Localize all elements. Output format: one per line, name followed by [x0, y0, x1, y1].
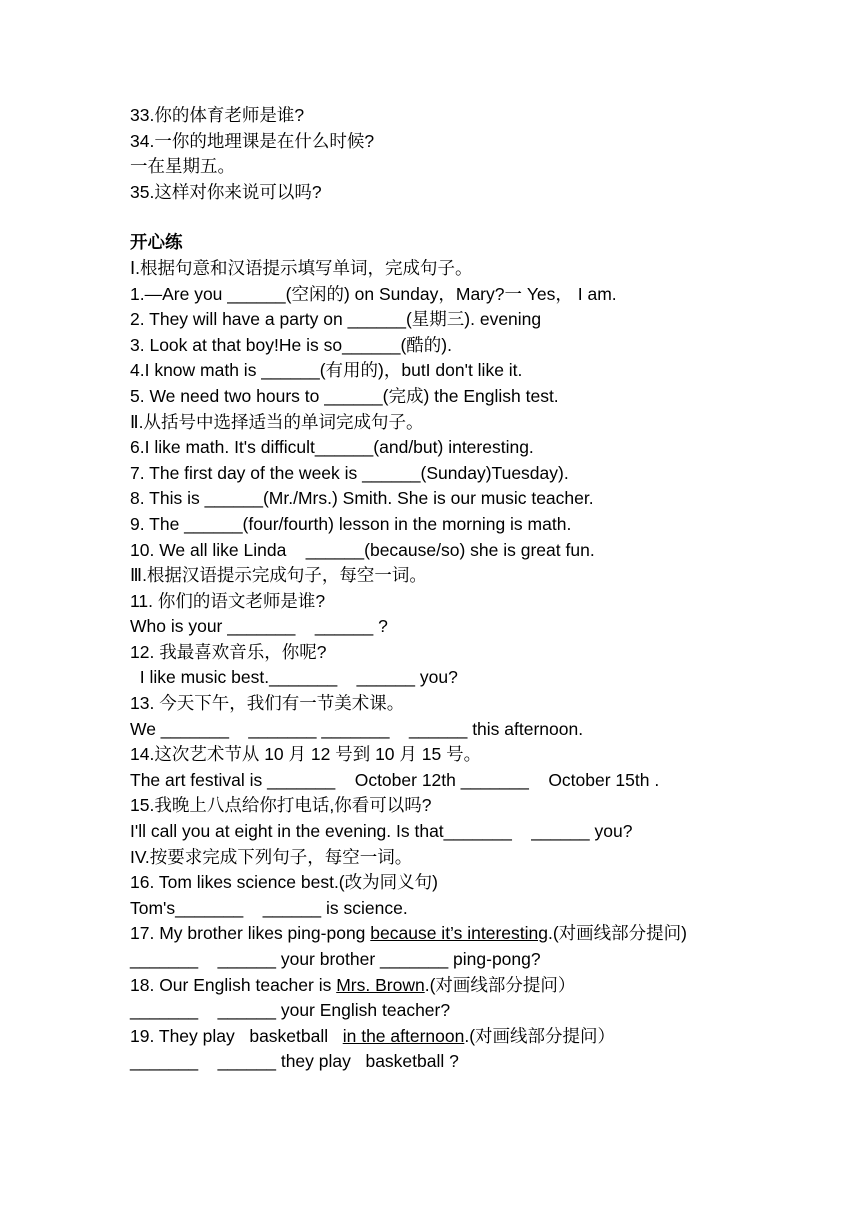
- question-1: 1.—Are you ______(空闲的) on Sunday，Mary?一 Yes， I am.: [130, 283, 617, 304]
- answer-line-15: I'll call you at eight in the evening. Is that_______ ______ you?: [130, 821, 633, 842]
- question-35: 35.这样对你来说可以吗?: [130, 181, 322, 202]
- section-heading: 开心练: [130, 232, 183, 253]
- question-7: 7. The first day of the week is ______(Sunday)Tuesday).: [130, 462, 569, 483]
- question-6: 6.I like math. It's difficult______(and/but) interesting.: [130, 437, 534, 458]
- question-17-text: 17. My brother likes ping-pong: [130, 923, 371, 944]
- question-4: 4.I know math is ______(有用的)，butI don't like it.: [130, 360, 523, 381]
- question-5: 5. We need two hours to ______(完成) the English test.: [130, 385, 559, 406]
- answer-line-12: I like music best._______ ______ you?: [130, 667, 458, 688]
- question-19-instruction: .(对画线部分提问）: [464, 1025, 616, 1046]
- question-14: 14.这次艺术节从 10 月 12 号到 10 月 15 号。: [130, 744, 482, 765]
- spacer: [130, 205, 735, 230]
- question-9: 9. The ______(four/fourth) lesson in the morning is math.: [130, 513, 572, 534]
- question-13: 13. 今天下午，我们有一节美术课。: [130, 693, 405, 714]
- question-19-underlined: in the afternoon: [342, 1025, 465, 1046]
- question-8: 8. This is ______(Mr./Mrs.) Smith. She is our music teacher.: [130, 488, 594, 509]
- question-2: 2. They will have a party on ______(星期三). evening: [130, 309, 542, 330]
- question-11: 11. 你们的语文老师是谁?: [130, 590, 326, 611]
- answer-line-16: Tom's_______ ______ is science.: [130, 897, 408, 918]
- answer-line-17: _______ ______ your brother _______ ping-pong?: [130, 949, 541, 969]
- question-16: 16. Tom likes science best.(改为同义句): [130, 872, 438, 893]
- question-15: 15.我晚上八点给你打电话,你看可以吗?: [130, 795, 432, 816]
- question-17: [130, 921, 735, 947]
- answer-line-13: We _______ _______ _______ ______ this afternoon.: [130, 718, 584, 739]
- question-19: [130, 1024, 735, 1050]
- question-17-instruction: .(对画线部分提问): [547, 923, 688, 944]
- question-33: 33.你的体育老师是谁?: [130, 105, 305, 125]
- answer-line-18: _______ ______ your English teacher?: [130, 1000, 451, 1021]
- section-3-title: Ⅲ.根据汉语提示完成句子，每空一词。: [130, 565, 427, 586]
- section-1-title: Ⅰ.根据句意和汉语提示填写单词，完成句子。: [130, 257, 473, 278]
- question-3: 3. Look at that boy!He is so______(酷的).: [130, 334, 452, 355]
- answer-line-11: Who is your _______ ______ ?: [130, 616, 388, 637]
- answer-34: 一在星期五。: [130, 156, 235, 177]
- section-4-title: IV.按要求完成下列句子，每空一词。: [130, 846, 413, 867]
- question-18-underlined: Mrs. Brown: [336, 974, 425, 995]
- question-12: 12. 我最喜欢音乐，你呢?: [130, 641, 327, 662]
- question-18: [130, 973, 735, 999]
- question-17-underlined: because it’s interesting: [370, 923, 548, 944]
- question-19-text: 19. They play basketball: [130, 1025, 343, 1046]
- question-34: 34.一你的地理课是在什么时候?: [130, 130, 375, 151]
- answer-line-14: The art festival is _______ October 12th _______ October 15th .: [130, 769, 660, 790]
- question-18-text: 18. Our English teacher is: [130, 974, 337, 995]
- question-10: 10. We all like Linda ______(because/so) she is great fun.: [130, 539, 595, 560]
- section-2-title: Ⅱ.从括号中选择适当的单词完成句子。: [130, 411, 424, 432]
- question-18-instruction: .(对画线部分提问）: [424, 974, 576, 995]
- answer-line-19: _______ ______ they play basketball ?: [130, 1051, 459, 1072]
- worksheet-content: [130, 103, 735, 1075]
